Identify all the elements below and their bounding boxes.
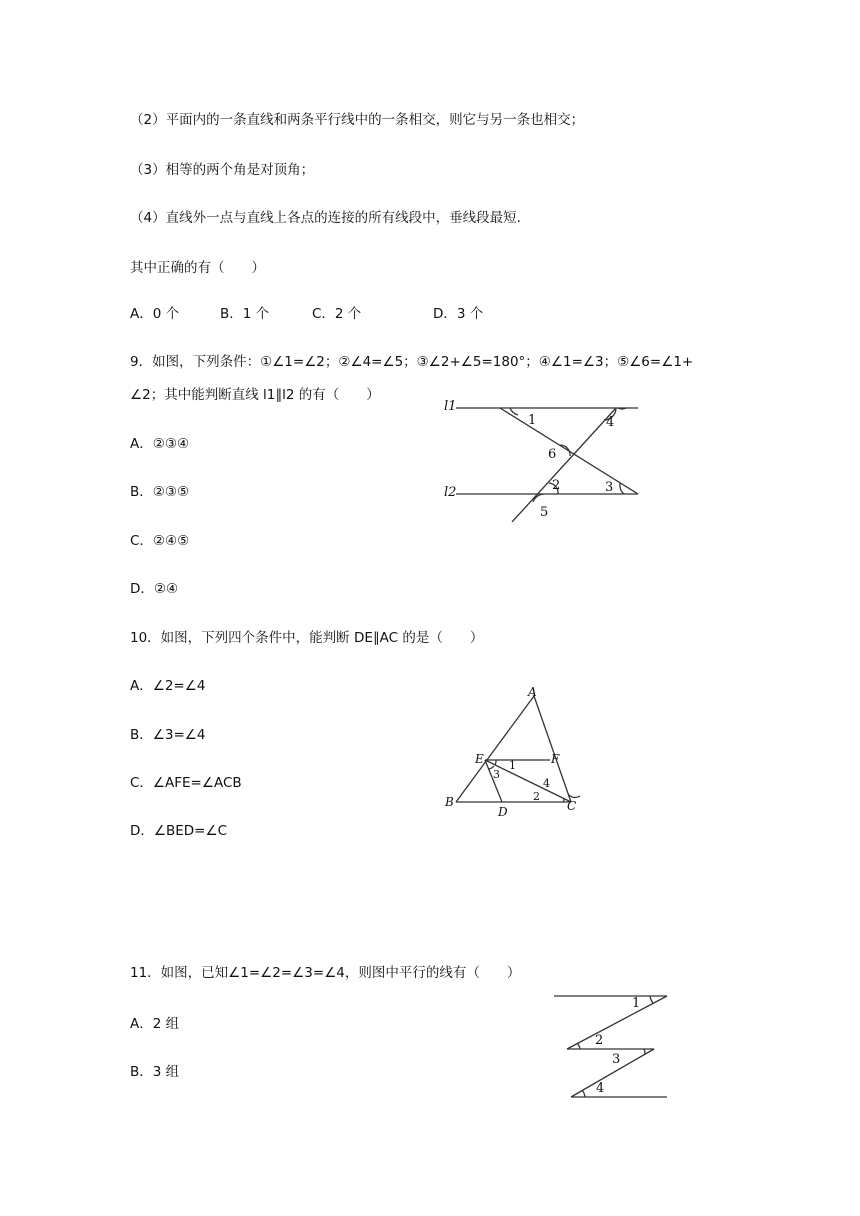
q10-option-c: C．∠AFE=∠ACB [130,775,242,791]
q11-figure [550,988,680,1104]
angle-6-label: 6 [548,447,557,462]
q9-stem-line2: ∠2；其中能判断直线 l1∥l2 的有（ ） [130,387,380,403]
q8-prompt: 其中正确的有（ ） [130,260,265,276]
q8-option-b: B．1 个 [220,306,270,322]
point-e-label: E [475,752,484,766]
angle-1-label-q10: 1 [509,759,516,772]
q8-option-a: A．0 个 [130,306,180,322]
statement-4: （4）直线外一点与直线上各点的连接的所有线段中，垂线段最短. [130,210,521,226]
q11-stem: 11．如图，已知∠1=∠2=∠3=∠4，则图中平行的线有（ ） [130,965,521,981]
point-f-label: F [551,752,560,766]
statement-3: （3）相等的两个角是对顶角； [130,162,315,178]
q8-option-c: C．2 个 [312,306,362,322]
q10-figure [440,684,590,820]
q10-option-a: A．∠2=∠4 [130,678,206,694]
q9-option-c: C．②④⑤ [130,533,190,549]
angle-5-label: 5 [540,505,549,520]
q9-option-d: D．②④ [130,581,179,597]
angle-1-label-q11: 1 [632,996,641,1011]
q10-option-b: B．∠3=∠4 [130,727,206,743]
q11-option-b: B．3 组 [130,1064,180,1080]
angle-2-label-q10: 2 [533,790,540,803]
angle-4-label-q11: 4 [596,1081,605,1096]
angle-3-label-q11: 3 [612,1052,621,1067]
label-l2: l2 [444,485,457,500]
angle-3-label-q10: 3 [493,768,500,781]
point-a-label: A [528,685,537,699]
point-b-label: B [445,795,454,809]
q9-stem-line1: 9．如图，下列条件：①∠1=∠2；②∠4=∠5；③∠2+∠5=180°；④∠1=∠3；⑤∠6=∠1+ [130,354,694,370]
angle-4-label-q10: 4 [543,777,550,790]
label-l1: l1 [444,399,457,414]
angle-1-label: 1 [528,413,537,428]
q9-option-a: A．②③④ [130,436,190,452]
q11-option-a: A．2 组 [130,1016,180,1032]
q9-option-b: B．②③⑤ [130,484,190,500]
q10-option-d: D．∠BED=∠C [130,823,228,839]
q10-stem: 10．如图，下列四个条件中，能判断 DE∥AC 的是（ ） [130,630,484,646]
point-c-label: C [567,799,577,813]
point-d-label: D [498,805,508,819]
statement-2: （2）平面内的一条直线和两条平行线中的一条相交，则它与另一条也相交； [130,112,585,128]
angle-3-label: 3 [605,480,614,495]
zigzag-1 [567,996,667,1049]
q9-figure [440,392,650,522]
angle-4-label: 4 [606,415,615,430]
q8-option-d: D．3 个 [433,306,484,322]
angle-2-label: 2 [552,478,561,493]
angle-2-label-q11: 2 [595,1033,604,1048]
